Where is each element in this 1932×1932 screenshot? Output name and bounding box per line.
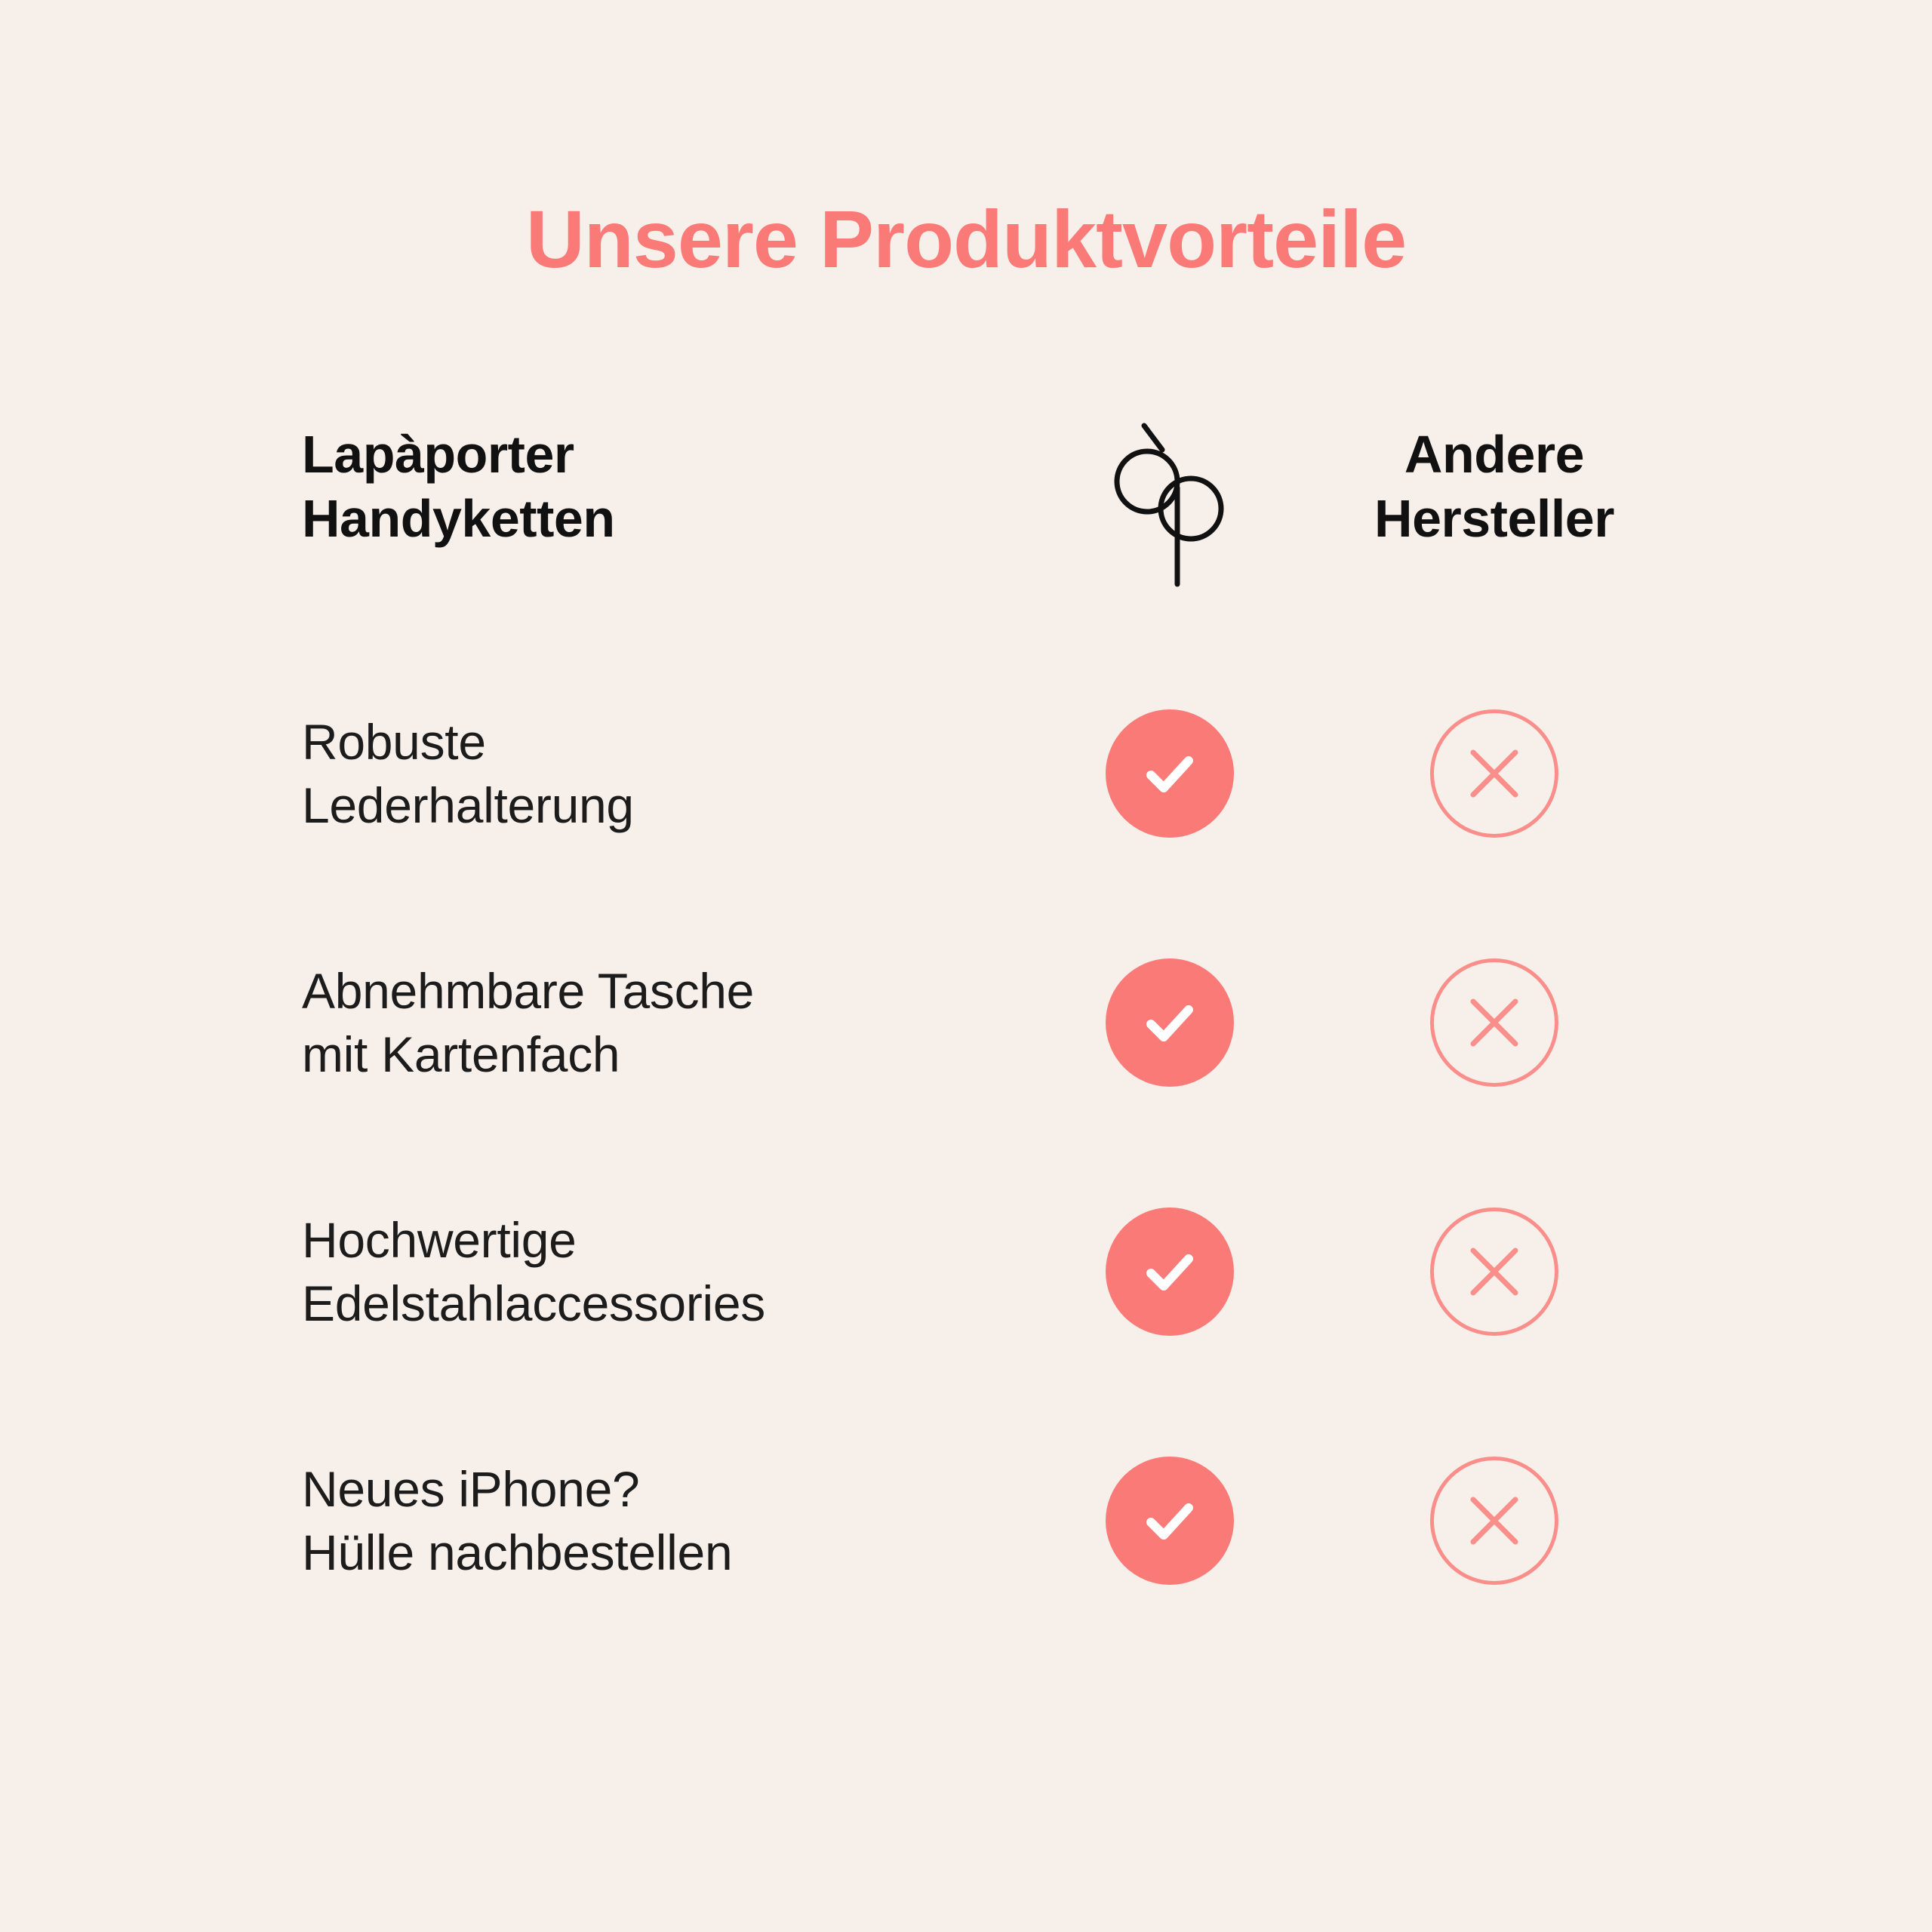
cross-icon [1430, 958, 1558, 1087]
lapaporter-logo-icon [1094, 412, 1245, 597]
check-icon [1106, 958, 1234, 1087]
cross-icon [1430, 1457, 1558, 1585]
other-status-cell [1328, 709, 1660, 838]
header-other-label-line1: Andere [1404, 425, 1585, 484]
check-icon [1106, 709, 1234, 838]
header-other-label-line2: Hersteller [1374, 489, 1614, 549]
feature-label-line1: Robuste [302, 713, 486, 770]
feature-cell [302, 1457, 1011, 1585]
feature-cell [302, 710, 1011, 838]
feature-label-line2: Edelstahlaccessories [302, 1275, 765, 1331]
feature-label-line2: Lederhalterung [302, 777, 634, 833]
table-row [302, 1396, 1660, 1645]
feature-label-line2: Hülle nachbestellen [302, 1524, 733, 1580]
feature-label-line1: Hochwertige [302, 1211, 577, 1268]
feature-label-line1: Neues iPhone? [302, 1460, 640, 1517]
header-logo-column [1011, 423, 1328, 597]
brand-status-cell [1011, 958, 1328, 1087]
cross-icon [1430, 709, 1558, 838]
other-status-cell [1328, 1208, 1660, 1336]
brand-status-cell [1011, 1457, 1328, 1585]
header-brand-column [302, 423, 1011, 552]
table-header-row [302, 423, 1660, 649]
page-title: Unsere Produktvorteile [525, 193, 1407, 285]
header-brand-label-line1: Lapàporter [302, 425, 574, 484]
table-row [302, 649, 1660, 898]
feature-cell [302, 1208, 1011, 1336]
feature-label-line2: mit Kartenfach [302, 1026, 620, 1082]
cross-icon [1430, 1208, 1558, 1336]
table-row [302, 898, 1660, 1147]
brand-status-cell [1011, 1208, 1328, 1336]
header-brand-label-line2: Handyketten [302, 489, 615, 549]
feature-cell [302, 959, 1011, 1087]
check-icon [1106, 1208, 1234, 1336]
header-other-column [1328, 423, 1660, 552]
brand-status-cell [1011, 709, 1328, 838]
other-status-cell [1328, 1457, 1660, 1585]
comparison-table [302, 423, 1660, 1645]
feature-label-line1: Abnehmbare Tasche [302, 962, 755, 1019]
other-status-cell [1328, 958, 1660, 1087]
check-icon [1106, 1457, 1234, 1585]
table-row [302, 1147, 1660, 1396]
